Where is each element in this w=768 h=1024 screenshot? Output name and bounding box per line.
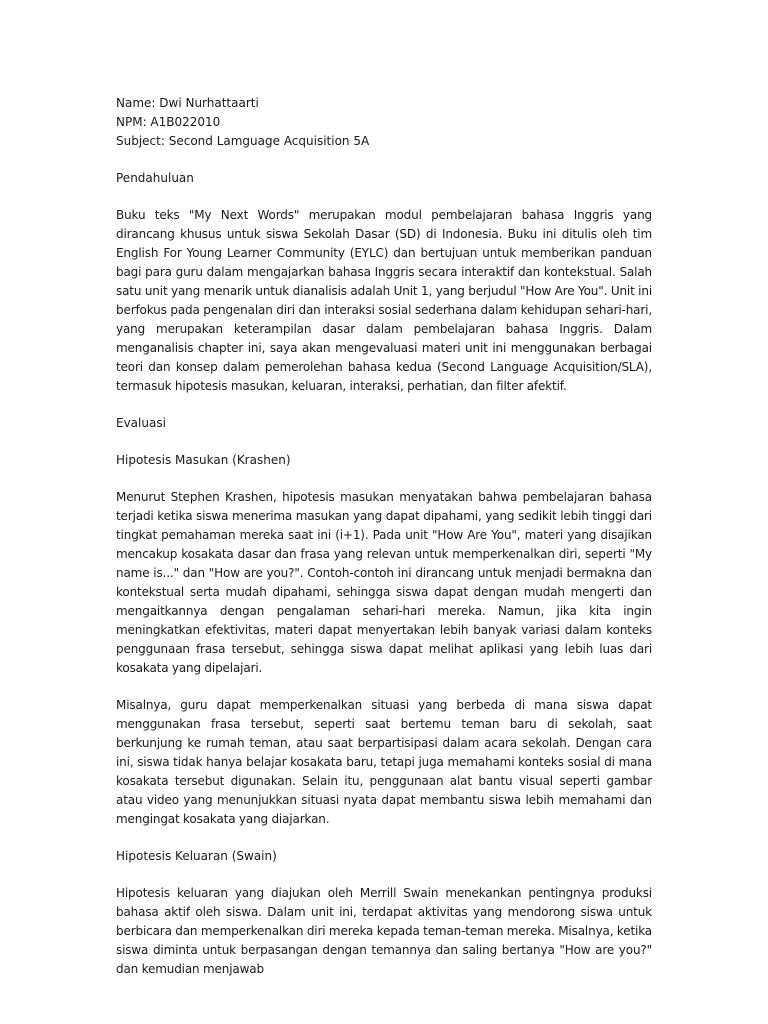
spacer xyxy=(116,866,652,884)
subject-line: Subject: Second Lamguage Acquisition 5A xyxy=(116,134,370,148)
spacer xyxy=(116,188,652,206)
section-heading-output-hypothesis: Hipotesis Keluaran (Swain) xyxy=(116,849,277,863)
spacer xyxy=(116,470,652,488)
paragraph-input-2: Misalnya, guru dapat memperkenalkan situasi yang berbeda di mana siswa dapat menggunakan frasa tersebut, seperti saat bertemu teman baru di sekolah, saat berkunjung ke rumah teman, atau saat berpartisipasi dalam acara sekolah. Dengan cara ini, siswa tidak hanya belajar kosakata baru, tetapi juga memahami konteks sosial di mana kosakata tersebut digunakan. Selain itu, penggunaan alat bantu visual seperti gambar atau video yang menunjukkan situasi nyata dapat membantu siswa lebih memahami dan mengingat kosakata yang diajarkan. xyxy=(116,698,652,826)
student-npm: NPM: A1B022010 xyxy=(116,115,221,129)
section-heading-input-hypothesis: Hipotesis Masukan (Krashen) xyxy=(116,453,291,467)
spacer xyxy=(116,678,652,696)
paragraph-intro: Buku teks "My Next Words" merupakan modul pembelajaran bahasa Inggris yang dirancang khusus untuk siswa Sekolah Dasar (SD) di Indonesia. Buku ini ditulis oleh tim English For Young Learner Community (EYLC) dan bertujuan untuk memberikan panduan bagi para guru dalam mengajarkan bahasa Inggris secara interaktif dan kontekstual. Salah satu unit yang menarik untuk dianalisis adalah Unit 1, yang berjudul "How Are You". Unit ini berfokus pada pengenalan diri dan interaksi sosial sederhana dalam kehidupan sehari-hari, yang merupakan keterampilan dasar dalam pembelajaran bahasa Inggris. Dalam menganalisis chapter ini, saya akan mengevaluasi materi unit ini menggunakan berbagai teori dan konsep dalam pemerolehan bahasa kedua (Second Language Acquisition/SLA), termasuk hipotesis masukan, keluaran, interaksi, perhatian, dan filter afektif. xyxy=(116,208,652,393)
spacer xyxy=(116,433,652,451)
document-page xyxy=(116,94,652,979)
paragraph-output: Hipotesis keluaran yang diajukan oleh Merrill Swain menekankan pentingnya produksi bahasa aktif oleh siswa. Dalam unit ini, terdapat aktivitas yang mendorong siswa untuk berbicara dan memperkenalkan diri mereka kepada teman-teman mereka. Misalnya, ketika siswa diminta untuk berpasangan dengan temannya dan saling bertanya "How are you?" dan kemudian menjawab xyxy=(116,886,652,976)
section-heading-evaluation: Evaluasi xyxy=(116,416,166,430)
paragraph-input-1: Menurut Stephen Krashen, hipotesis masukan menyatakan bahwa pembelajaran bahasa terjadi ketika siswa menerima masukan yang dapat dipahami, yang sedikit lebih tinggi dari tingkat pemahaman mereka saat ini (i+1). Pada unit "How Are You", materi yang disajikan mencakup kosakata dasar dan frasa yang relevan untuk memperkenalkan diri, seperti "My name is..." dan "How are you?". Contoh-contoh ini dirancang untuk menjadi bermakna dan kontekstual serta mudah dipahami, sehingga siswa dapat dengan mudah mengerti dan mengaitkannya dengan pengalaman sehari-hari mereka. Namun, jika kita ingin meningkatkan efektivitas, materi dapat menyertakan lebih banyak variasi dalam konteks penggunaan frasa tersebut, sehingga siswa dapat melihat aplikasi yang lebih luas dari kosakata yang dipelajari. xyxy=(116,490,652,675)
student-name: Name: Dwi Nurhattaarti xyxy=(116,96,259,110)
spacer xyxy=(116,396,652,414)
spacer xyxy=(116,151,652,169)
section-heading-intro: Pendahuluan xyxy=(116,171,194,185)
spacer xyxy=(116,829,652,847)
